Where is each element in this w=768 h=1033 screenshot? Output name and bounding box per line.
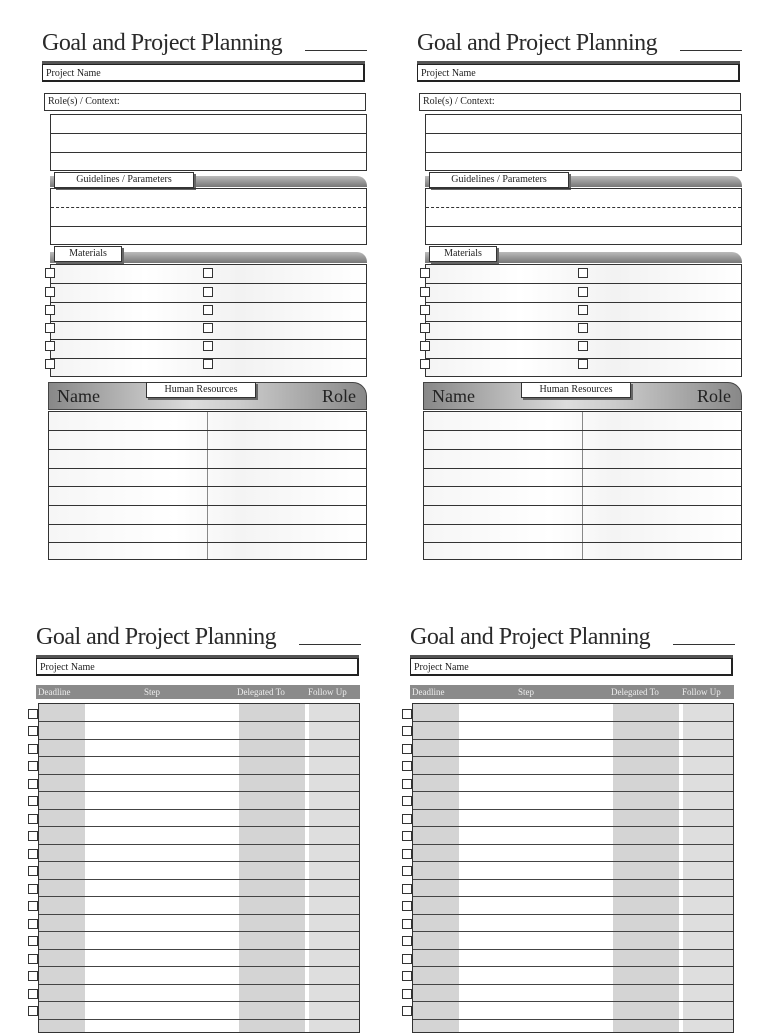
step-checkbox[interactable] (28, 744, 38, 754)
sheet-title-row (410, 624, 735, 650)
project-name-field[interactable]: Project Name (42, 64, 365, 82)
hr-role-label: Role (322, 386, 356, 406)
material-checkbox[interactable] (420, 323, 430, 333)
step-checkbox[interactable] (28, 779, 38, 789)
title-underline (305, 50, 367, 51)
planning-sheet-top-right (417, 30, 742, 560)
title-underline (673, 644, 735, 645)
material-checkbox[interactable] (45, 287, 55, 297)
material-checkbox[interactable] (45, 268, 55, 278)
steps-table[interactable] (38, 703, 360, 1033)
step-checkbox[interactable] (28, 726, 38, 736)
sheet-title: Goal and Project Planning (410, 624, 651, 650)
step-sheet-bottom-left (36, 624, 361, 1024)
hr-tab: Human Resources (146, 382, 256, 398)
step-checkbox[interactable] (402, 779, 412, 789)
steps-header (410, 685, 734, 699)
material-checkbox[interactable] (45, 305, 55, 315)
material-checkbox[interactable] (420, 359, 430, 369)
hr-role-label: Role (697, 386, 731, 406)
materials-tab: Materials (54, 246, 122, 262)
step-checkbox[interactable] (28, 831, 38, 841)
roles-context-field[interactable]: Role(s) / Context: (44, 93, 366, 111)
material-checkbox[interactable] (420, 287, 430, 297)
step-checkbox[interactable] (28, 796, 38, 806)
material-checkbox[interactable] (203, 359, 213, 369)
step-checkbox[interactable] (402, 814, 412, 824)
material-checkbox[interactable] (578, 359, 588, 369)
planning-sheet-top-left (42, 30, 367, 560)
sheet-title: Goal and Project Planning (417, 30, 658, 56)
step-checkbox[interactable] (402, 761, 412, 771)
step-checkbox[interactable] (402, 866, 412, 876)
step-checkbox[interactable] (402, 831, 412, 841)
material-checkbox[interactable] (420, 341, 430, 351)
step-checkbox[interactable] (28, 1006, 38, 1016)
material-checkbox[interactable] (203, 287, 213, 297)
step-checkbox[interactable] (402, 726, 412, 736)
step-checkbox[interactable] (402, 1006, 412, 1016)
sheet-title: Goal and Project Planning (36, 624, 277, 650)
project-name-field[interactable]: Project Name (36, 658, 359, 676)
step-checkbox[interactable] (28, 919, 38, 929)
material-checkbox[interactable] (45, 323, 55, 333)
hr-name-label: Name (57, 386, 100, 406)
step-checkbox[interactable] (402, 919, 412, 929)
delegated-col-label: Delegated To (237, 687, 285, 697)
step-checkbox[interactable] (28, 954, 38, 964)
step-checkbox[interactable] (402, 884, 412, 894)
sheet-title-row (42, 30, 367, 56)
step-checkbox[interactable] (28, 814, 38, 824)
material-checkbox[interactable] (578, 268, 588, 278)
roles-context-field[interactable]: Role(s) / Context: (419, 93, 741, 111)
step-col-label: Step (518, 687, 535, 697)
step-checkbox[interactable] (28, 709, 38, 719)
sheet-title-row (36, 624, 361, 650)
material-checkbox[interactable] (420, 305, 430, 315)
followup-col-label: Follow Up (308, 687, 347, 697)
guidelines-tab: Guidelines / Parameters (54, 172, 194, 188)
material-checkbox[interactable] (203, 305, 213, 315)
hr-name-label: Name (432, 386, 475, 406)
project-name-field[interactable]: Project Name (410, 658, 733, 676)
roles-lines[interactable] (50, 114, 367, 171)
material-checkbox[interactable] (203, 341, 213, 351)
title-underline (299, 644, 361, 645)
hr-table[interactable] (48, 411, 367, 560)
step-checkbox[interactable] (28, 989, 38, 999)
roles-lines[interactable] (425, 114, 742, 171)
step-checkbox[interactable] (402, 971, 412, 981)
step-checkbox[interactable] (28, 971, 38, 981)
followup-col-label: Follow Up (682, 687, 721, 697)
hr-table[interactable] (423, 411, 742, 560)
step-col-label: Step (144, 687, 161, 697)
steps-table[interactable] (412, 703, 734, 1033)
step-checkbox[interactable] (28, 901, 38, 911)
material-checkbox[interactable] (45, 341, 55, 351)
step-checkbox[interactable] (402, 796, 412, 806)
step-checkbox[interactable] (28, 849, 38, 859)
delegated-col-label: Delegated To (611, 687, 659, 697)
deadline-col-label: Deadline (412, 687, 445, 697)
material-checkbox[interactable] (578, 305, 588, 315)
step-checkbox[interactable] (402, 849, 412, 859)
material-checkbox[interactable] (578, 287, 588, 297)
project-name-field[interactable]: Project Name (417, 64, 740, 82)
title-underline (680, 50, 742, 51)
step-checkbox[interactable] (402, 936, 412, 946)
step-sheet-bottom-right (410, 624, 735, 1024)
sheet-title-row (417, 30, 742, 56)
step-checkbox[interactable] (28, 884, 38, 894)
material-checkbox[interactable] (203, 323, 213, 333)
guidelines-tab: Guidelines / Parameters (429, 172, 569, 188)
steps-header (36, 685, 360, 699)
material-checkbox[interactable] (203, 268, 213, 278)
step-checkbox[interactable] (402, 989, 412, 999)
material-checkbox[interactable] (420, 268, 430, 278)
guidelines-lines[interactable] (425, 188, 742, 245)
sheet-title: Goal and Project Planning (42, 30, 283, 56)
step-checkbox[interactable] (402, 901, 412, 911)
step-checkbox[interactable] (28, 936, 38, 946)
step-checkbox[interactable] (28, 866, 38, 876)
step-checkbox[interactable] (402, 709, 412, 719)
deadline-col-label: Deadline (38, 687, 71, 697)
materials-tab: Materials (429, 246, 497, 262)
material-checkbox[interactable] (578, 323, 588, 333)
material-checkbox[interactable] (45, 359, 55, 369)
step-checkbox[interactable] (402, 744, 412, 754)
guidelines-lines[interactable] (50, 188, 367, 245)
hr-tab: Human Resources (521, 382, 631, 398)
step-checkbox[interactable] (402, 954, 412, 964)
step-checkbox[interactable] (28, 761, 38, 771)
material-checkbox[interactable] (578, 341, 588, 351)
